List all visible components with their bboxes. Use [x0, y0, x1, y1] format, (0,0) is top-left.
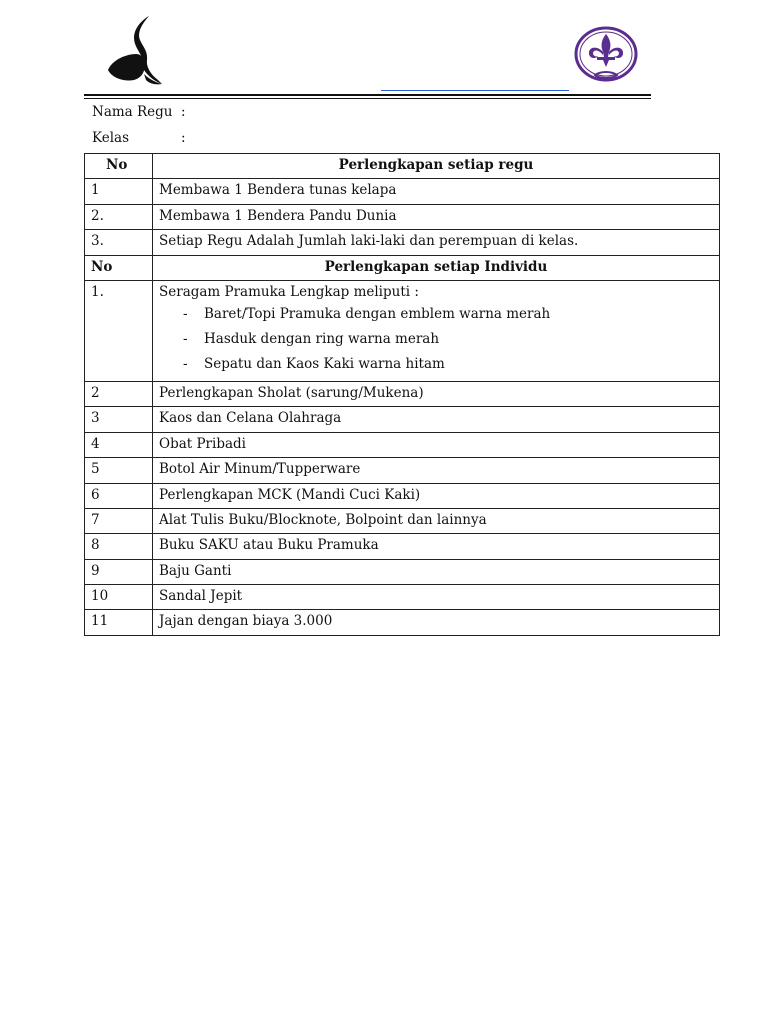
group-header-row [85, 154, 720, 179]
table-row [85, 381, 720, 406]
table-row [85, 508, 720, 533]
tunas-kelapa-logo [104, 14, 168, 88]
kelas-field [92, 130, 186, 146]
row-no: 4 [85, 432, 153, 457]
table-row [85, 432, 720, 457]
row-no: 7 [85, 508, 153, 533]
nama-regu-field [92, 104, 186, 120]
table-row [85, 458, 720, 483]
table-row [85, 179, 720, 204]
header-rule [84, 94, 651, 96]
list-item-text: Hasduk dengan ring warna merah [204, 330, 440, 347]
table-row [85, 534, 720, 559]
row-no: 9 [85, 559, 153, 584]
uniform-cell [153, 280, 720, 381]
scout-emblem-icon [573, 25, 639, 87]
row-no: 5 [85, 458, 153, 483]
table-row [85, 483, 720, 508]
row-no: 1 [85, 179, 153, 204]
list-dash: - [183, 330, 188, 347]
uniform-row [85, 280, 720, 381]
equipment-table [84, 153, 720, 636]
group-header-no: No [85, 154, 153, 179]
row-no: 6 [85, 483, 153, 508]
table-row [85, 610, 720, 635]
kelas-label: Kelas [92, 130, 130, 146]
row-no: 10 [85, 585, 153, 610]
individual-header-no: No [85, 255, 153, 280]
individual-header-row [85, 255, 720, 280]
row-no: 3. [85, 230, 153, 255]
row-text: Buku SAKU atau Buku Pramuka [153, 534, 720, 559]
list-item [159, 302, 713, 327]
table-row [85, 585, 720, 610]
row-no: 8 [85, 534, 153, 559]
uniform-heading: Seragam Pramuka Lengkap meliputi : [159, 283, 419, 300]
list-item-text: Sepatu dan Kaos Kaki warna hitam [204, 355, 445, 372]
row-no: 2 [85, 381, 153, 406]
link-underline [381, 90, 569, 91]
row-text: Baju Ganti [153, 559, 720, 584]
row-no: 2. [85, 204, 153, 229]
row-text: Perlengkapan MCK (Mandi Cuci Kaki) [153, 483, 720, 508]
header-rule-thin [84, 98, 651, 99]
row-text: Jajan dengan biaya 3.000 [153, 610, 720, 635]
row-no: 11 [85, 610, 153, 635]
table-row [85, 204, 720, 229]
kelas-colon: : [181, 130, 186, 146]
nama-regu-colon: : [181, 104, 186, 120]
row-no: 1. [85, 280, 153, 381]
row-text: Sandal Jepit [153, 585, 720, 610]
row-text: Perlengkapan Sholat (sarung/Mukena) [153, 381, 720, 406]
row-text: Membawa 1 Bendera tunas kelapa [153, 179, 720, 204]
list-dash: - [183, 305, 188, 322]
row-text: Alat Tulis Buku/Blocknote, Bolpoint dan lainnya [153, 508, 720, 533]
group-header-title: Perlengkapan setiap regu [153, 154, 720, 179]
list-item [159, 327, 713, 352]
table-row [85, 230, 720, 255]
list-item [159, 352, 713, 377]
individual-header-title: Perlengkapan setiap Individu [153, 255, 720, 280]
list-item-text: Baret/Topi Pramuka dengan emblem warna merah [204, 305, 551, 322]
nama-regu-label: Nama Regu [92, 104, 173, 120]
row-text: Setiap Regu Adalah Jumlah laki-laki dan perempuan di kelas. [153, 230, 720, 255]
row-text: Kaos dan Celana Olahraga [153, 407, 720, 432]
row-text: Membawa 1 Bendera Pandu Dunia [153, 204, 720, 229]
uniform-list [159, 302, 713, 377]
row-text: Obat Pribadi [153, 432, 720, 457]
row-no: 3 [85, 407, 153, 432]
row-text: Botol Air Minum/Tupperware [153, 458, 720, 483]
table-row [85, 559, 720, 584]
table-row [85, 407, 720, 432]
list-dash: - [183, 355, 188, 372]
